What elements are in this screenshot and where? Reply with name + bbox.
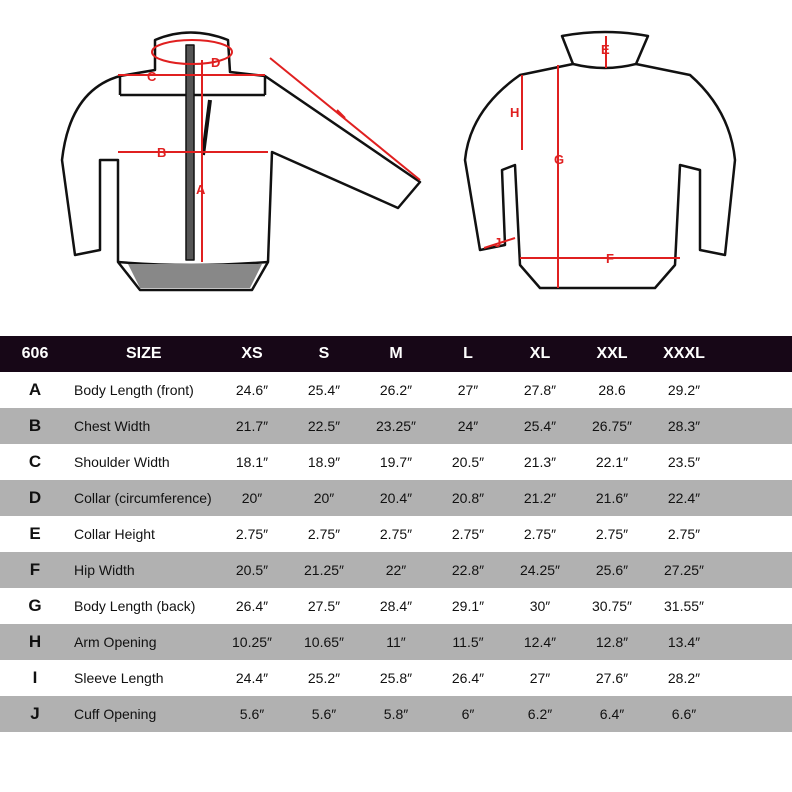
label-d: D [211,55,221,70]
measurement-label: Body Length (back) [74,598,196,614]
table-row [0,516,792,552]
size-value: 18.1″ [235,454,269,470]
size-value: 20″ [288,480,360,516]
size-value: 27″ [457,382,479,398]
size-value: 28.4″ [379,598,413,614]
size-value: 21.25″ [288,552,360,588]
measurement-code: J [0,696,70,732]
size-value: 2.75″ [523,526,557,542]
header-l: L [432,336,504,372]
size-value: 27.5″ [307,598,341,614]
measurement-label: Collar (circumference) [70,480,216,516]
size-value: 26.2″ [379,382,413,398]
size-value: 22.5″ [288,408,360,444]
measurement-code: G [28,596,42,615]
size-value: 2.75″ [667,526,701,542]
size-value: 11″ [360,624,432,660]
size-value: 12.8″ [576,624,648,660]
row-pad [720,480,792,516]
front-jacket-drawing [62,33,420,291]
size-value: 18.9″ [307,454,341,470]
measurement-label: Arm Opening [70,624,216,660]
table-row [0,444,792,480]
jacket-measurement-diagram [0,0,792,330]
measurement-label: Body Length (front) [74,382,194,398]
size-value: 20.5″ [216,552,288,588]
size-value: 2.75″ [451,526,485,542]
size-value: 28.6 [598,382,626,398]
size-value: 20″ [216,480,288,516]
size-value: 22.8″ [432,552,504,588]
header-pad [720,336,792,372]
size-value: 23.25″ [360,408,432,444]
row-pad [720,696,792,732]
row-pad [720,588,792,624]
measurement-code: H [0,624,70,660]
size-value: 25.4″ [504,408,576,444]
header-s: S [288,336,360,372]
size-value: 27.8″ [523,382,557,398]
row-pad [720,408,792,444]
table-row [0,696,792,732]
header-xs: XS [216,336,288,372]
measurement-label: Sleeve Length [74,670,164,686]
size-value: 20.4″ [360,480,432,516]
size-value: 21.2″ [504,480,576,516]
size-value: 2.75″ [235,526,269,542]
measurement-label: Shoulder Width [74,454,170,470]
size-value: 22.4″ [648,480,720,516]
measurement-code: D [0,480,70,516]
size-value: 24.4″ [235,670,269,686]
size-value: 6.6″ [648,696,720,732]
label-g: G [554,152,565,167]
label-c: C [147,69,157,84]
size-value: 6.4″ [576,696,648,732]
size-value: 28.3″ [648,408,720,444]
measurement-code: I [32,668,38,687]
header-model: 606 [0,336,70,372]
table-header-row [0,336,792,372]
header-m: M [360,336,432,372]
size-value: 2.75″ [595,526,629,542]
measurement-code: C [28,452,42,471]
size-value: 25.6″ [576,552,648,588]
measurement-code: E [29,524,41,543]
measurement-code: F [0,552,70,588]
table-row [0,480,792,516]
measurement-code: A [28,380,42,399]
size-value: 5.8″ [360,696,432,732]
size-value: 19.7″ [379,454,413,470]
size-value: 25.8″ [379,670,413,686]
measurement-label: Collar Height [74,526,155,542]
row-pad [720,516,792,552]
size-value: 6.2″ [504,696,576,732]
size-value: 5.6″ [288,696,360,732]
header-xxxl: XXXL [648,336,720,372]
table-row [0,552,792,588]
size-value: 21.3″ [523,454,557,470]
table-row [0,408,792,444]
size-value: 2.75″ [379,526,413,542]
size-value: 12.4″ [504,624,576,660]
size-value: 26.75″ [576,408,648,444]
size-value: 27″ [529,670,551,686]
size-value: 23.5″ [667,454,701,470]
size-value: 22.1″ [595,454,629,470]
size-value: 21.6″ [576,480,648,516]
table-row [0,624,792,660]
size-value: 29.2″ [667,382,701,398]
size-value: 10.65″ [288,624,360,660]
size-value: 28.2″ [667,670,701,686]
size-value: 22″ [360,552,432,588]
row-pad [720,444,792,480]
size-value: 29.1″ [451,598,485,614]
measurement-label: Hip Width [70,552,216,588]
size-value: 27.6″ [595,670,629,686]
size-value: 20.8″ [432,480,504,516]
size-value: 30.75″ [592,598,632,614]
row-pad [720,552,792,588]
table-row [0,588,792,624]
back-jacket-drawing [465,32,735,288]
size-value: 26.4″ [235,598,269,614]
label-a: A [196,182,206,197]
size-value: 13.4″ [648,624,720,660]
size-table [0,336,792,732]
size-value: 11.5″ [432,624,504,660]
row-pad [720,372,792,408]
label-f: F [606,251,614,266]
size-value: 10.25″ [216,624,288,660]
size-value: 6″ [432,696,504,732]
row-pad [720,660,792,696]
size-value: 24″ [432,408,504,444]
size-value: 20.5″ [451,454,485,470]
size-value: 25.4″ [307,382,341,398]
label-j: J [494,235,502,250]
header-xl: XL [504,336,576,372]
measurement-label: Cuff Opening [70,696,216,732]
label-e: E [601,42,610,57]
size-value: 5.6″ [216,696,288,732]
size-value: 31.55″ [664,598,704,614]
header-xxl: XXL [576,336,648,372]
size-value: 26.4″ [451,670,485,686]
header-size: SIZE [70,336,216,372]
measurement-code: B [0,408,70,444]
size-value: 2.75″ [307,526,341,542]
size-value: 24.25″ [504,552,576,588]
size-value: 21.7″ [216,408,288,444]
size-value: 24.6″ [235,382,269,398]
label-b: B [157,145,167,160]
size-value: 27.25″ [648,552,720,588]
row-pad [720,624,792,660]
table-row [0,372,792,408]
size-value: 25.2″ [307,670,341,686]
table-row [0,660,792,696]
size-value: 30″ [529,598,551,614]
measurement-label: Chest Width [70,408,216,444]
label-h: H [510,105,520,120]
